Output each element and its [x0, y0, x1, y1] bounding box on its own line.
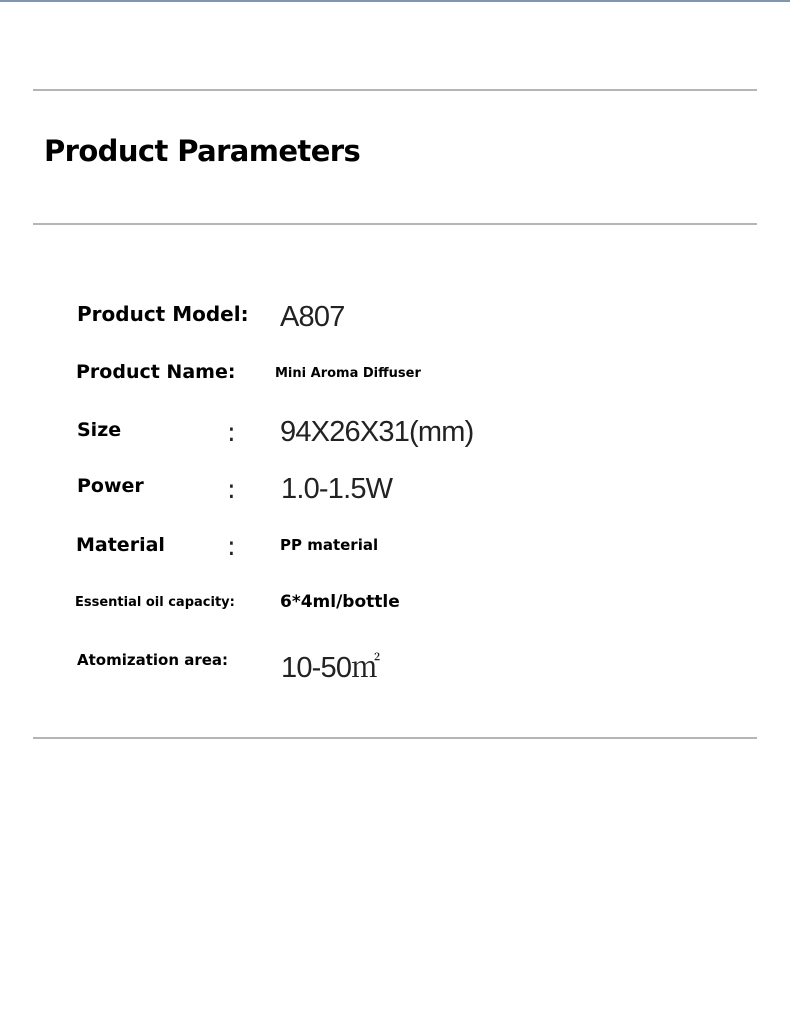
param-label-model: Product Model:: [77, 302, 249, 326]
param-label-area: Atomization area:: [77, 651, 229, 669]
divider-top: [33, 89, 757, 91]
page-title: Product Parameters: [44, 134, 361, 168]
top-border: [0, 0, 790, 2]
param-value-oil: 6*4ml/bottle: [280, 592, 400, 612]
param-label-name: Product Name:: [76, 361, 236, 383]
param-label-material: Material: [76, 534, 165, 556]
param-colon-material: :: [227, 532, 236, 562]
param-value-area: 10-50㎡: [281, 652, 380, 684]
param-label-oil: Essential oil capacity:: [75, 595, 235, 610]
param-label-power: Power: [77, 475, 144, 497]
param-colon-power: :: [227, 475, 236, 505]
param-value-power: 1.0-1.5W: [281, 473, 393, 505]
param-value-size: 94X26X31(mm): [280, 416, 474, 448]
param-value-name: Mini Aroma Diffuser: [275, 366, 421, 381]
param-value-model: A807: [280, 301, 345, 333]
param-label-size: Size: [77, 419, 122, 441]
param-value-material: PP material: [280, 536, 379, 554]
param-colon-size: :: [227, 418, 236, 448]
divider-bottom: [33, 737, 757, 739]
divider-under-title: [33, 223, 757, 225]
